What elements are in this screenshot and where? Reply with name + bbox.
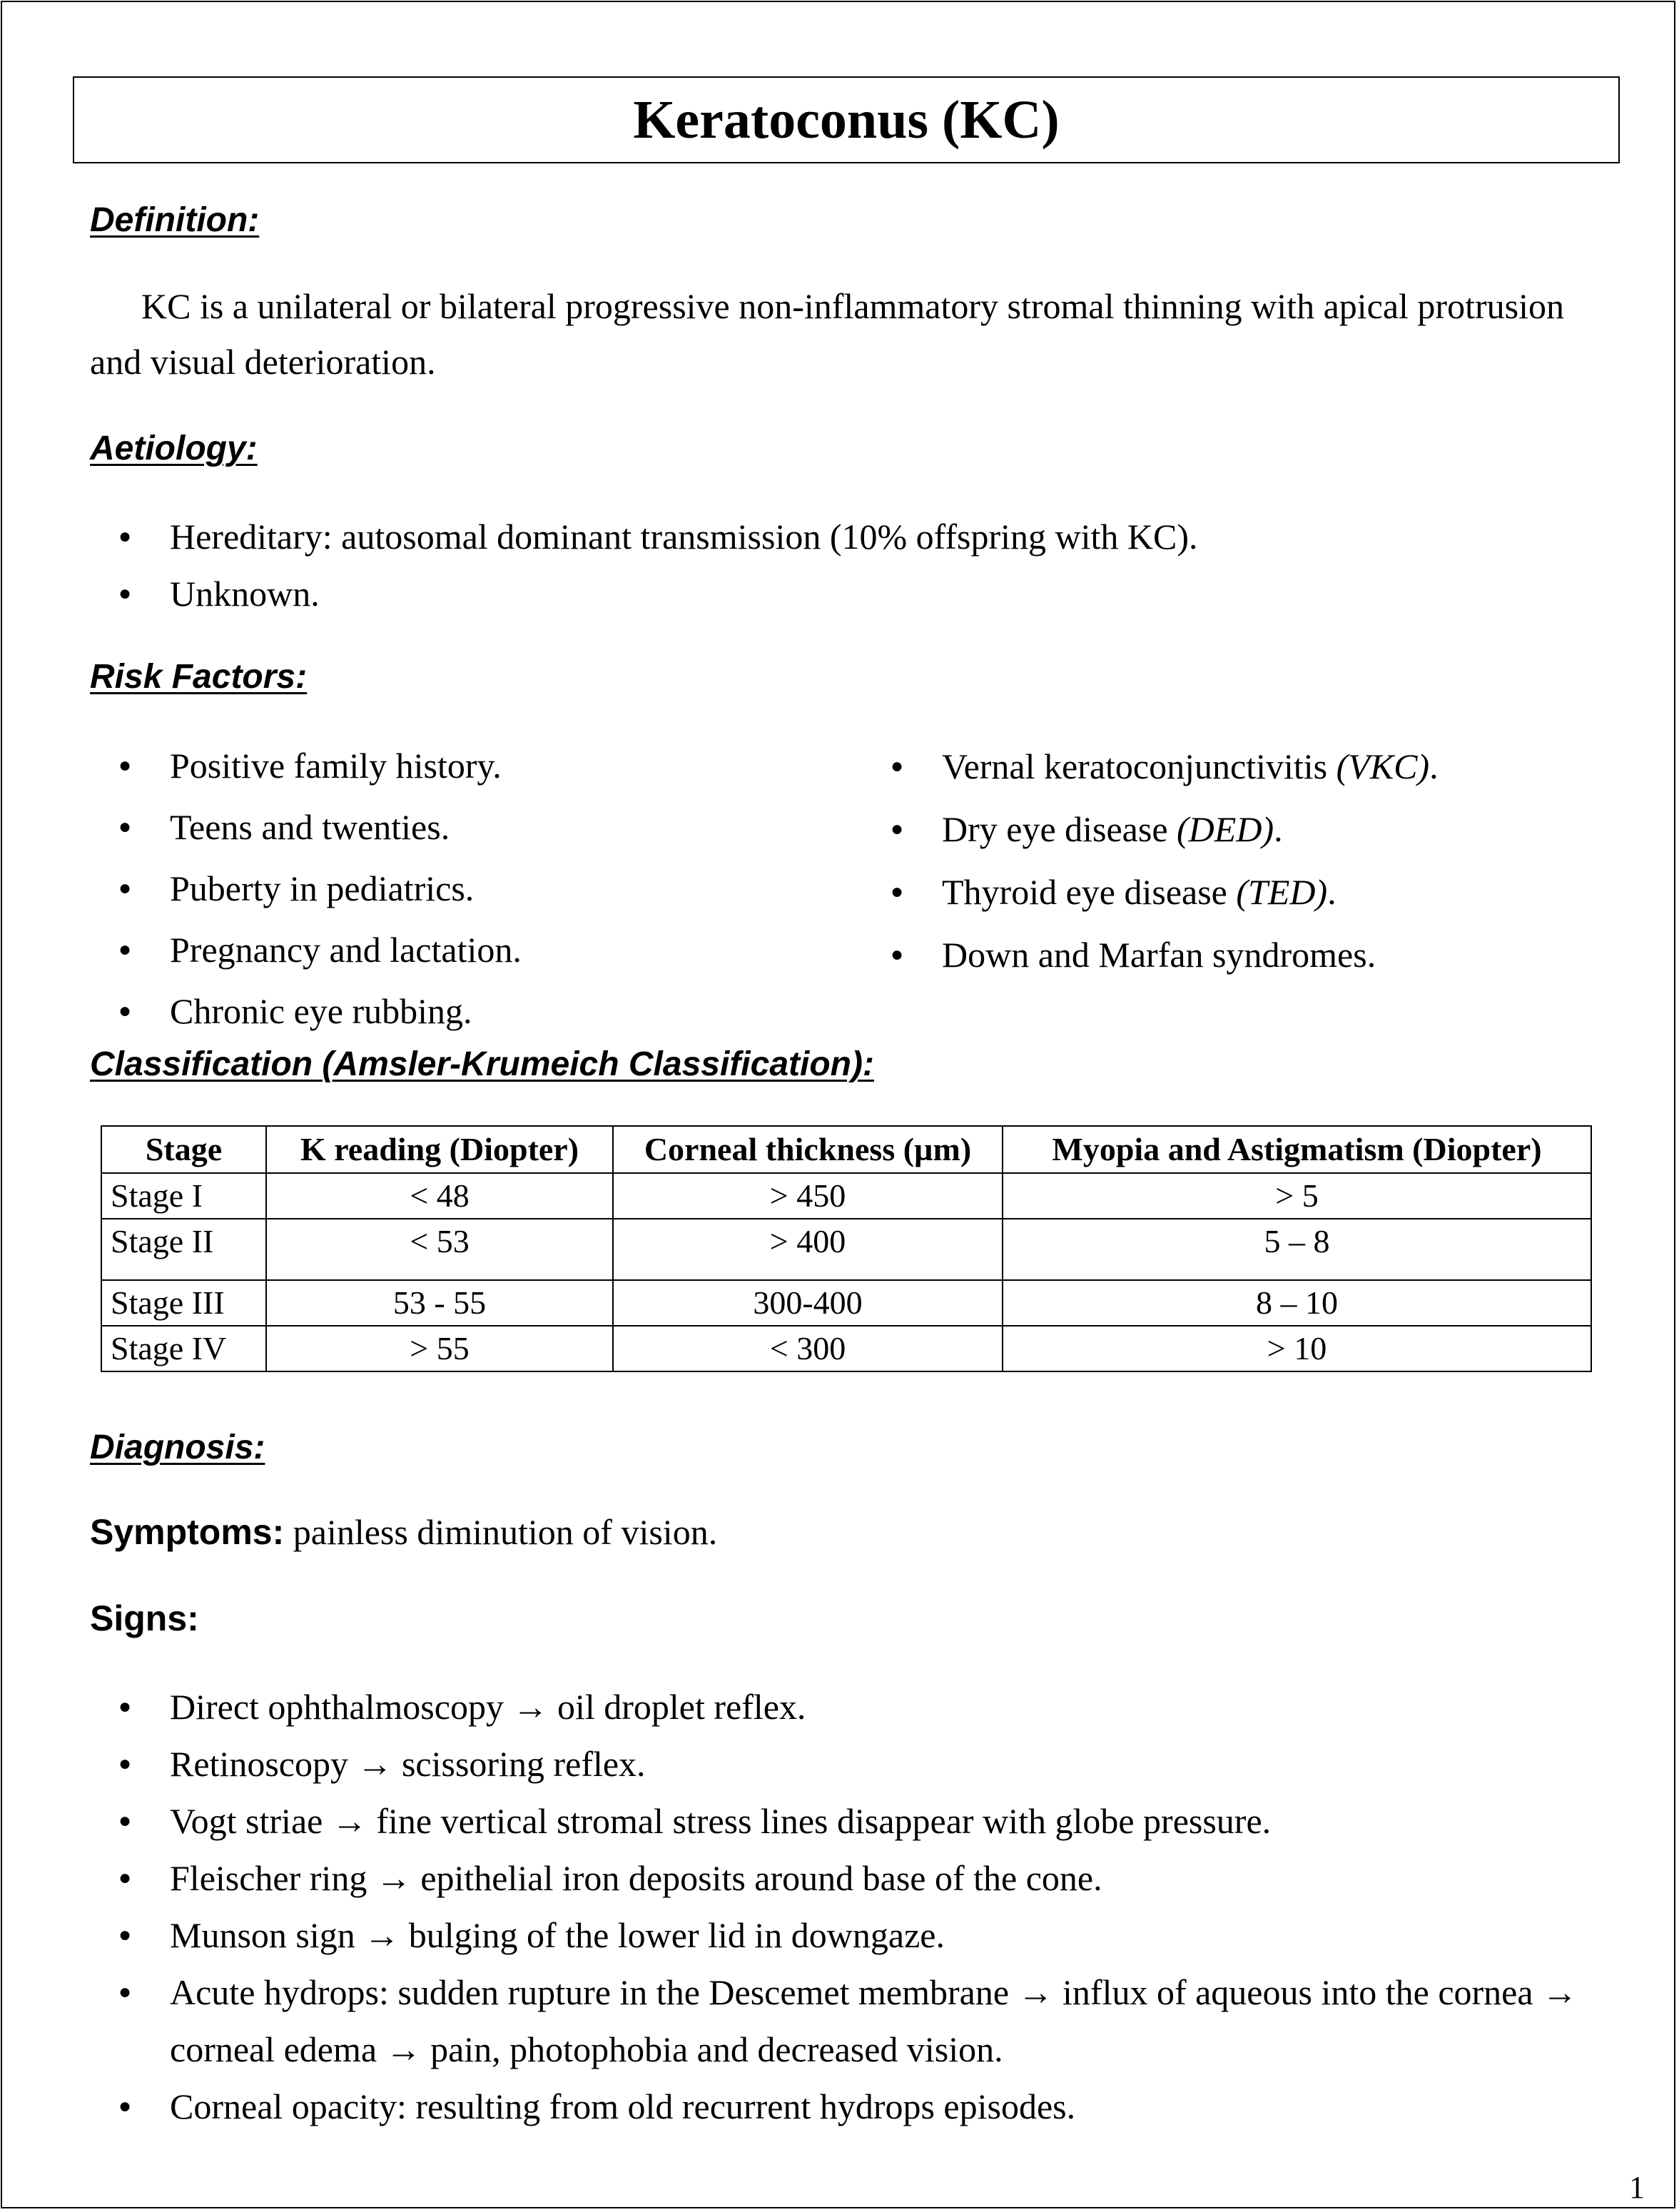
diagnosis-heading: Diagnosis:: [90, 1429, 265, 1466]
list-item: ● Vogt striae → fine vertical stromal stress lines disappear with globe pressure.: [90, 1792, 1624, 1850]
table-row: [101, 1173, 1591, 1219]
list-item: ● Pregnancy and lactation.: [90, 919, 803, 980]
stage-cell: Stage I: [101, 1173, 266, 1219]
symptoms-text: painless diminution of vision.: [284, 1512, 718, 1552]
table-row: [101, 1219, 1591, 1280]
stage-cell: Stage IV: [101, 1326, 266, 1371]
list-item: ● Positive family history.: [90, 735, 803, 796]
myopia-astigmatism-cell: > 5: [1003, 1173, 1591, 1219]
risk-factors-left-list: [90, 735, 803, 1042]
list-item: ● Hereditary: autosomal dominant transmission (10% offspring with KC).: [90, 508, 1588, 565]
list-item: ● Retinoscopy → scissoring reflex.: [90, 1735, 1624, 1792]
column-header: Corneal thickness (µm): [613, 1126, 1003, 1173]
table-row: [101, 1280, 1591, 1326]
title-box: [73, 76, 1620, 163]
risk-factors-heading: Risk Factors:: [90, 658, 308, 696]
k-reading-cell: > 55: [266, 1326, 613, 1371]
corneal-thickness-cell: > 450: [613, 1173, 1003, 1219]
aetiology-heading: Aetiology:: [90, 430, 258, 467]
stage-cell: Stage III: [101, 1280, 266, 1326]
abbreviation: (DED): [1177, 809, 1274, 849]
column-header: K reading (Diopter): [266, 1126, 613, 1173]
aetiology-list: [90, 508, 1588, 622]
risk-factors-right-list: [862, 735, 1611, 986]
list-item: ● Puberty in pediatrics.: [90, 858, 803, 919]
classification-heading: Classification (Amsler-Krumeich Classification):: [90, 1045, 874, 1083]
abbreviation: (TED): [1236, 872, 1328, 912]
myopia-astigmatism-cell: 5 – 8: [1003, 1219, 1591, 1280]
column-header: Stage: [101, 1126, 266, 1173]
symptoms-line: [90, 1514, 717, 1550]
list-item: ● Unknown.: [90, 565, 1588, 622]
list-item: ● Vernal keratoconjunctivitis (VKC).: [862, 735, 1611, 798]
signs-list: [90, 1678, 1624, 2135]
list-item: ● Dry eye disease (DED).: [862, 798, 1611, 861]
corneal-thickness-cell: < 300: [613, 1326, 1003, 1371]
symptoms-label: Symptoms:: [90, 1512, 285, 1552]
table-header-row: [101, 1126, 1591, 1173]
k-reading-cell: < 48: [266, 1173, 613, 1219]
myopia-astigmatism-cell: 8 – 10: [1003, 1280, 1591, 1326]
signs-line: [90, 1600, 199, 1636]
page-title: Keratoconus (KC): [633, 90, 1060, 150]
table-row: [101, 1326, 1591, 1371]
list-item: ● Chronic eye rubbing.: [90, 980, 803, 1042]
classification-table: [101, 1125, 1592, 1372]
signs-label: Signs:: [90, 1598, 199, 1638]
list-item: ● Munson sign → bulging of the lower lid in downgaze.: [90, 1907, 1624, 1964]
stage-cell: Stage II: [101, 1219, 266, 1280]
abbreviation: (VKC): [1336, 746, 1430, 786]
list-item: ● Corneal opacity: resulting from old recurrent hydrops episodes.: [90, 2078, 1624, 2135]
list-item: ● Direct ophthalmoscopy → oil droplet reflex.: [90, 1678, 1624, 1735]
corneal-thickness-cell: 300-400: [613, 1280, 1003, 1326]
list-item: ● Acute hydrops: sudden rupture in the Descemet membrane → influx of aqueous into the cornea → corneal edema → pain, photophobia and decreased vision.: [90, 1964, 1624, 2078]
list-item: ● Teens and twenties.: [90, 796, 803, 858]
list-item: ● Down and Marfan syndromes.: [862, 923, 1611, 986]
list-item: ● Thyroid eye disease (TED).: [862, 861, 1611, 923]
myopia-astigmatism-cell: > 10: [1003, 1326, 1591, 1371]
page-number: 1: [1629, 2170, 1645, 2205]
column-header: Myopia and Astigmatism (Diopter): [1003, 1126, 1591, 1173]
k-reading-cell: < 53: [266, 1219, 613, 1280]
list-item: ● Fleischer ring → epithelial iron deposits around base of the cone.: [90, 1850, 1624, 1907]
corneal-thickness-cell: > 400: [613, 1219, 1003, 1280]
definition-text: KC is a unilateral or bilateral progressive non-inflammatory stromal thinning with apical protrusion and visual deterioration.: [90, 286, 1564, 382]
k-reading-cell: 53 - 55: [266, 1280, 613, 1326]
definition-heading: Definition:: [90, 201, 260, 239]
definition-paragraph: [90, 278, 1603, 390]
